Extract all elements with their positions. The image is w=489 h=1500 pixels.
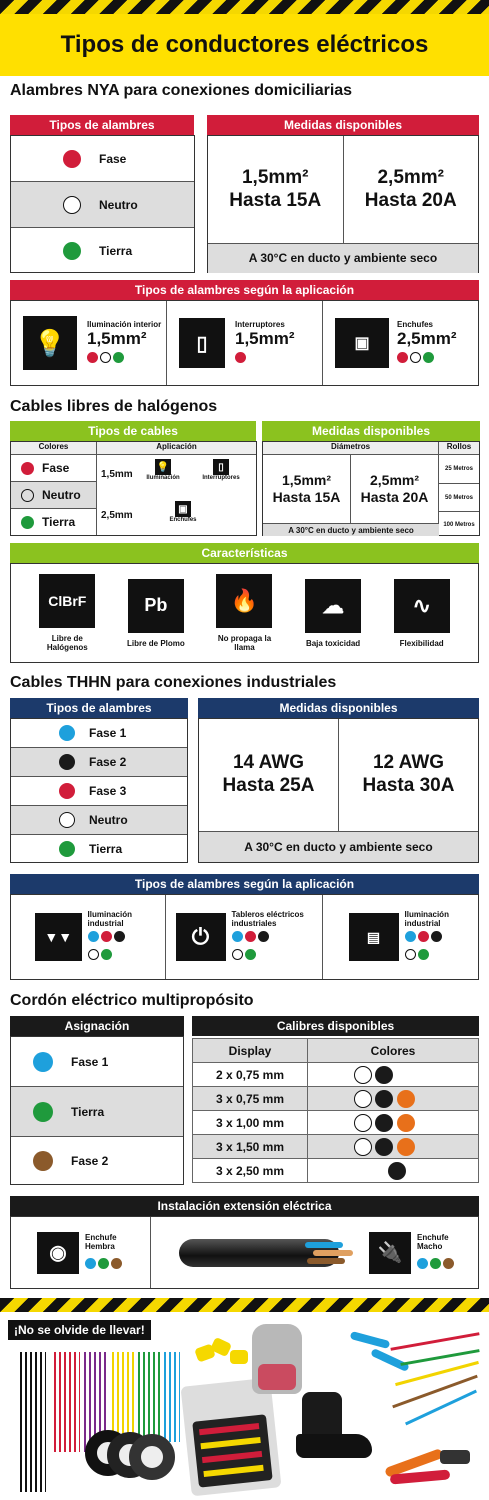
industrial-light-icon: ▼▼ <box>35 913 82 961</box>
extension-tab: Instalación extensión eléctrica <box>10 1196 479 1216</box>
table-row: 3 x 0,75 mm <box>193 1087 479 1111</box>
page-title: Tipos de conductores eléctricos <box>60 31 429 58</box>
size-cell: 14 AWG Hasta 25A <box>199 719 339 831</box>
features-tab: Características <box>10 543 479 563</box>
assign-tab: Asignación <box>10 1016 184 1036</box>
bulb-icon: 💡 <box>155 459 171 475</box>
white-dot-icon <box>63 196 81 214</box>
halogen-sizes-panel: Diámetros Rollos 1,5mm² Hasta 15A 2,5mm² Hasta 20A 25 Metros 50 Metros 100 Metros A 30°C en ducto y ambiente seco <box>262 441 480 536</box>
bottom-hazard-stripes <box>0 1298 489 1312</box>
wires-image <box>350 1330 480 1430</box>
list-item: Neutro <box>11 182 194 228</box>
glove-image <box>252 1324 302 1394</box>
screwdriver-kit-image <box>180 1378 281 1497</box>
list-item: Fase 1 <box>11 719 187 748</box>
list-item: Tierra <box>11 1087 183 1137</box>
reminder-label: ¡No se olvide de llevar! <box>8 1320 151 1340</box>
male-plug-cell: 🔌 Enchufe Macho <box>369 1217 479 1288</box>
list-item: Fase <box>11 455 96 482</box>
thhn-types-panel <box>10 718 188 863</box>
nya-app-tab: Tipos de alambres según la aplicación <box>10 280 479 300</box>
list-item: Fase 1 <box>11 1037 183 1087</box>
list-item: Neutro <box>11 806 187 835</box>
app-cell: 💡 Iluminación interior 1,5mm² <box>11 301 167 385</box>
thhn-sizes-tab: Medidas disponibles <box>198 698 479 718</box>
calibres-tab: Calibres disponibles <box>192 1016 479 1036</box>
assign-panel <box>10 1036 184 1185</box>
socket-icon: ▣ <box>335 318 389 368</box>
size-cell: 1,5mm² Hasta 15A <box>263 455 351 523</box>
nya-heading: Alambres NYA para conexiones domiciliarias <box>10 82 353 99</box>
socket-icon: ▣ <box>175 501 191 517</box>
list-item: Fase 3 <box>11 777 187 806</box>
thhn-heading: Cables THHN para conexiones industriales <box>10 674 337 691</box>
list-item: Tierra <box>11 509 96 535</box>
halogen-sizes-tab: Medidas disponibles <box>262 421 480 441</box>
table-row: 3 x 1,00 mm <box>193 1111 479 1135</box>
features-panel <box>10 563 479 663</box>
size-cell: 12 AWG Hasta 30A <box>362 752 455 796</box>
feature-item: Pb Libre de Plomo <box>121 579 191 648</box>
app-cell: ▤ Iluminación industrial <box>323 895 479 979</box>
female-socket-icon: ◉ <box>37 1232 79 1274</box>
thhn-app-panel <box>10 894 479 980</box>
bulb-icon: 💡 <box>23 316 77 370</box>
halogen-heading: Cables libres de halógenos <box>10 398 218 415</box>
nya-app-panel <box>10 300 479 386</box>
size-cell: 1,5mm² Hasta 15A <box>208 136 344 243</box>
green-dot-icon <box>63 242 81 260</box>
reminder-panel <box>0 1312 489 1500</box>
list-item: Fase <box>11 136 194 182</box>
halogen-types-panel: Colores Aplicación Fase Neutro Tierra 1,5mm 💡 Iluminación ▯ Interruptores 2,5mm ▣ Enchufes <box>10 441 257 536</box>
female-plug-cell: ◉ Enchufe Hembra <box>11 1217 151 1288</box>
switch-icon: ▯ <box>179 318 225 368</box>
calibres-table: Display Colores 2 x 0,75 mm 3 x 0,75 mm 3 x 1,00 mm 3 x 1,50 mm 3 x 2,50 mm <box>192 1038 479 1183</box>
no-flame-icon: 🔥 <box>216 574 272 628</box>
thhn-types-tab: Tipos de alambres <box>10 698 188 718</box>
list-item: Tierra <box>11 228 194 273</box>
extension-panel <box>10 1216 479 1289</box>
feature-item: ∿ Flexibilidad <box>387 579 457 648</box>
table-row: 2 x 0,75 mm <box>193 1063 479 1087</box>
app-cell: ▣ Enchufes 2,5mm² <box>323 301 478 385</box>
table-row: 3 x 1,50 mm <box>193 1135 479 1159</box>
feature-item: Cl Br F Libre de Halógenos <box>32 574 102 652</box>
wire-connectors-image <box>196 1336 256 1376</box>
pliers-image <box>384 1432 474 1492</box>
halogen-types-tab: Tipos de cables <box>10 421 256 441</box>
list-item: Fase 2 <box>11 748 187 777</box>
feature-item: 🔥 No propaga la llama <box>209 574 279 652</box>
tape-rolls-image <box>85 1420 185 1490</box>
thhn-app-tab: Tipos de alambres según la aplicación <box>10 874 479 894</box>
panel-board-icon: ⏻ <box>176 913 226 961</box>
thhn-sizes-panel <box>198 718 479 863</box>
nya-types-panel <box>10 135 195 273</box>
red-dot-icon <box>63 150 81 168</box>
conditions-note: A 30°C en ducto y ambiente seco <box>199 832 478 862</box>
switch-icon: ▯ <box>213 459 229 475</box>
app-cell: ▯ Interruptores 1,5mm² <box>167 301 323 385</box>
nya-sizes-tab: Medidas disponibles <box>207 115 479 135</box>
conditions-note: A 30°C en ducto y ambiente seco <box>263 523 439 536</box>
list-item: Fase 2 <box>11 1137 183 1184</box>
header-banner <box>0 14 489 76</box>
size-cell: 2,5mm² Hasta 20A <box>351 455 439 523</box>
cable-illustration <box>179 1239 339 1267</box>
size-cell: 2,5mm² Hasta 20A <box>364 166 457 211</box>
lead-free-icon: Pb <box>128 579 184 633</box>
nya-sizes-panel <box>207 135 479 273</box>
feature-item: ☁ Baja toxicidad <box>298 579 368 648</box>
flexibility-icon: ∿ <box>394 579 450 633</box>
control-panel-icon: ▤ <box>349 913 399 961</box>
low-toxicity-icon: ☁ <box>305 579 361 633</box>
nya-types-tab: Tipos de alambres <box>10 115 194 135</box>
table-row: 3 x 2,50 mm <box>193 1159 479 1183</box>
male-plug-icon: 🔌 <box>369 1232 411 1274</box>
app-cell: ⏻ Tableros eléctricos industriales <box>166 895 323 979</box>
cord-heading: Cordón eléctrico multipropósito <box>10 992 254 1009</box>
top-hazard-stripes <box>0 0 489 14</box>
list-item: Tierra <box>11 835 187 862</box>
halogen-free-icon: Cl Br F <box>39 574 95 628</box>
app-cell: ▼▼ Iluminación industrial <box>11 895 166 979</box>
list-item: Neutro <box>11 482 96 509</box>
conditions-note: A 30°C en ducto y ambiente seco <box>208 244 478 273</box>
